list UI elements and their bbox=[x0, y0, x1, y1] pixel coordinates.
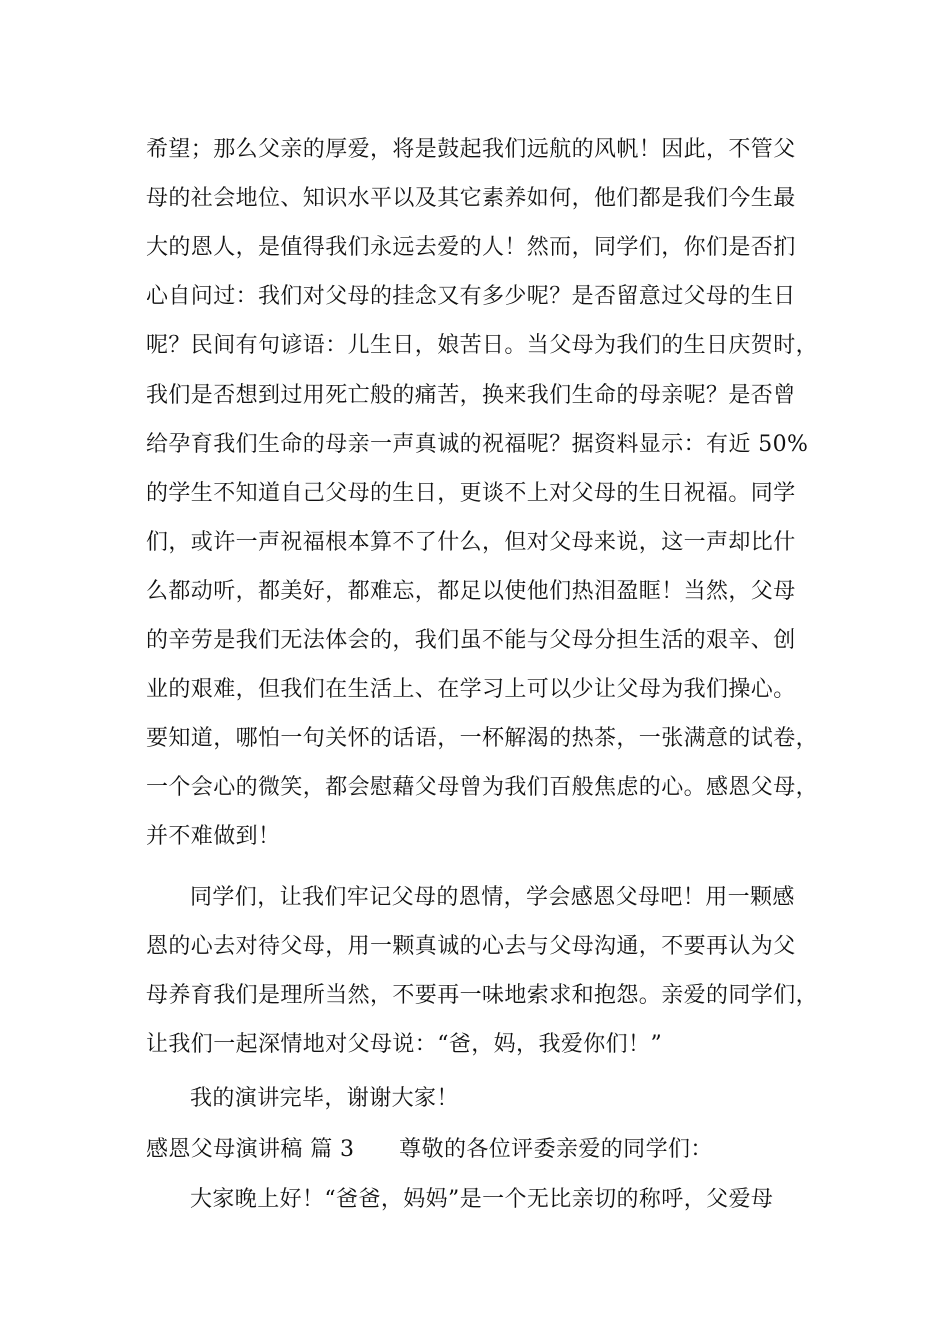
text-line: 给孕育我们生命的母亲一声真诚的祝福呢？据资料显示：有近 50% bbox=[146, 432, 809, 457]
text-line: 希望；那么父亲的厚爱，将是鼓起我们远航的风帆！因此，不管父 bbox=[146, 137, 796, 162]
paragraph-first-line: 大家晚上好！“爸爸，妈妈”是一个无比亲切的称呼，父爱母 bbox=[190, 1187, 774, 1212]
closing-line: 我的演讲完毕，谢谢大家！ bbox=[190, 1086, 459, 1111]
text-line: 么都动听，都美好，都难忘，都足以使他们热泪盈眶！当然，父母 bbox=[146, 579, 796, 604]
text-line: 心自问过：我们对父母的挂念又有多少呢？是否留意过父母的生日 bbox=[146, 284, 796, 309]
section-heading: 感恩父母演讲稿 篇 3 尊敬的各位评委亲爱的同学们： bbox=[146, 1137, 713, 1162]
text-line: 呢？民间有句谚语：儿生日，娘苦日。当父母为我们的生日庆贺时， bbox=[146, 333, 819, 358]
text-line: 的学生不知道自己父母的生日，更谈不上对父母的生日祝福。同学 bbox=[146, 481, 796, 506]
text-line: 业的艰难，但我们在生活上、在学习上可以少让父母为我们操心。 bbox=[146, 677, 796, 702]
text-line: 要知道，哪怕一句关怀的话语，一杯解渴的热茶，一张满意的试卷， bbox=[146, 726, 819, 751]
text-line: 并不难做到！ bbox=[146, 824, 281, 849]
text-line: 我们是否想到过用死亡般的痛苦，换来我们生命的母亲呢？是否曾 bbox=[146, 383, 796, 408]
text-line: 母的社会地位、知识水平以及其它素养如何，他们都是我们今生最 bbox=[146, 186, 796, 211]
text-line: 大的恩人，是值得我们永远去爱的人！然而，同学们，你们是否扪 bbox=[146, 235, 796, 260]
text-line: 一个会心的微笑，都会慰藉父母曾为我们百般焦虑的心。感恩父母， bbox=[146, 775, 819, 800]
text-line: 母养育我们是理所当然，不要再一味地索求和抱怨。亲爱的同学们， bbox=[146, 983, 819, 1008]
text-line: 的辛劳是我们无法体会的，我们虽不能与父母分担生活的艰辛、创 bbox=[146, 628, 796, 653]
text-line: 们，或许一声祝福根本算不了什么，但对父母来说，这一声却比什 bbox=[146, 530, 796, 555]
paragraph-first-line: 同学们，让我们牢记父母的恩情，学会感恩父母吧！用一颗感 bbox=[190, 885, 795, 910]
text-line: 恩的心去对待父母，用一颗真诚的心去与父母沟通，不要再认为父 bbox=[146, 934, 796, 959]
text-line: 让我们一起深情地对父母说：“爸，妈，我爱你们！” bbox=[146, 1032, 663, 1057]
